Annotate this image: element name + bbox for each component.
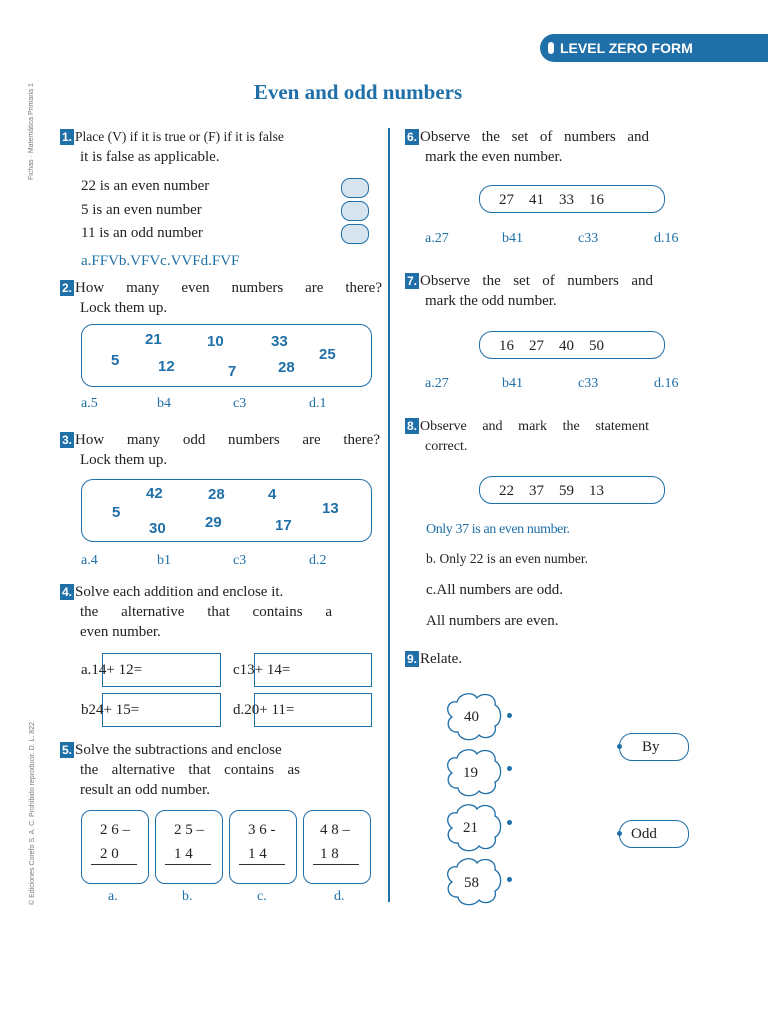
question-8 — [405, 417, 649, 457]
q6-option-b[interactable]: b41 — [502, 231, 523, 246]
subtraction-bottom: 1 4 — [248, 846, 267, 862]
badge-marker-icon — [548, 42, 554, 54]
q4-line3: even number. — [80, 624, 161, 640]
q8-line1 — [405, 417, 649, 437]
q8-text: Observe and mark the statement — [420, 419, 649, 434]
q1-line2: it is false as applicable. — [80, 149, 220, 165]
q5-line3: result an odd number. — [80, 782, 210, 798]
q2-number-item[interactable]: 28 — [278, 359, 295, 376]
q4-text: Solve each addition and enclose it. — [75, 584, 284, 600]
answer-oval-2[interactable] — [341, 201, 369, 221]
q6-number: 6. — [407, 130, 418, 144]
connector-dot[interactable] — [507, 766, 512, 771]
q1-statement-3: 11 is an odd number — [81, 225, 203, 241]
q4-number: 4. — [62, 585, 73, 599]
page-title: Even and odd numbers — [253, 80, 463, 104]
connector-dot[interactable] — [507, 877, 512, 882]
q3-line1 — [60, 430, 380, 450]
answer-oval-3[interactable] — [341, 224, 369, 244]
q5-text: Solve the subtractions and enclose — [75, 742, 282, 758]
question-1 — [60, 127, 380, 167]
q4-item-d: d.20+ 11= — [233, 702, 295, 718]
question-4 — [60, 582, 332, 642]
q1-text: Place (V) if it is true or (F) if it is false — [75, 129, 284, 144]
q7-set-values: 16 27 40 50 — [499, 338, 604, 354]
subtraction-top: 3 6 - — [248, 822, 276, 838]
side-note-top: Fichas · Matemática Primaria 1 — [28, 83, 35, 180]
q3-number-item[interactable]: 42 — [146, 485, 163, 502]
q5-option-d[interactable]: d. — [334, 889, 345, 904]
target-label-by: By — [642, 739, 660, 755]
target-label-odd: Odd — [631, 826, 657, 842]
q6-option-d[interactable]: d.16 — [654, 231, 679, 246]
subtraction-bottom: 2 0 — [100, 846, 119, 862]
q1-number: 1. — [62, 130, 73, 144]
q8-choice-b[interactable]: b. Only 22 is an even number. — [426, 551, 588, 566]
q5-option-c[interactable]: c. — [257, 889, 267, 904]
question-5 — [60, 740, 300, 800]
q3-option-a[interactable]: a.4 — [81, 553, 98, 568]
q5-option-a[interactable]: a. — [108, 889, 118, 904]
level-badge — [540, 34, 768, 62]
subtraction-line — [91, 864, 137, 865]
q3-option-b[interactable]: b1 — [157, 553, 171, 568]
q9-number: 9. — [407, 652, 418, 666]
column-divider — [388, 128, 390, 902]
q1-statement-1: 22 is an even number — [81, 178, 210, 194]
cloud-value: 58 — [464, 875, 479, 891]
q3-text: How many odd numbers are there? — [75, 432, 380, 448]
question-9 — [405, 649, 462, 669]
q3-line2: Lock them up. — [80, 452, 168, 468]
q6-line1 — [405, 127, 649, 147]
q7-text: Observe the set of numbers and — [420, 273, 653, 289]
q2-line1 — [60, 278, 382, 298]
q6-set-values: 27 41 33 16 — [499, 192, 604, 208]
q8-line2: correct. — [425, 439, 468, 454]
q7-option-a[interactable]: a.27 — [425, 376, 449, 391]
q6-option-a[interactable]: a.27 — [425, 231, 449, 246]
cloud-value: 40 — [464, 709, 479, 725]
subtraction-top: 2 6 – — [100, 822, 130, 838]
subtraction-top: 4 8 – — [320, 822, 350, 838]
answer-oval-1[interactable] — [341, 178, 369, 198]
q1-options: a.FFVb.VFVc.VVFd.FVF — [81, 253, 240, 269]
badge-label: LEVEL ZERO FORM — [560, 40, 693, 56]
q4-line1 — [60, 582, 332, 602]
q7-option-b[interactable]: b41 — [502, 376, 523, 391]
question-3 — [60, 430, 380, 470]
connector-dot[interactable] — [617, 744, 622, 749]
subtraction-line — [165, 864, 211, 865]
q7-option-c[interactable]: c33 — [578, 376, 599, 391]
q8-choice-d[interactable]: All numbers are even. — [426, 613, 559, 629]
q2-number-item[interactable]: 7 — [228, 363, 237, 380]
q2-option-b[interactable]: b4 — [157, 396, 171, 411]
cloud-value: 19 — [463, 765, 478, 781]
q9-text: Relate. — [420, 651, 463, 667]
q7-number: 7. — [407, 274, 418, 288]
q5-option-b[interactable]: b. — [182, 889, 193, 904]
subtraction-top: 2 5 – — [174, 822, 204, 838]
subtraction-line — [239, 864, 285, 865]
connector-dot[interactable] — [617, 831, 622, 836]
q5-line2: the alternative that contains as — [80, 762, 300, 778]
q3-number: 3. — [62, 433, 73, 447]
q2-number-item[interactable]: 12 — [158, 358, 175, 375]
q4-item-c: c13+ 14= — [233, 662, 291, 678]
q4-item-a: a.14+ 12= — [81, 662, 143, 678]
q3-number-item[interactable]: 28 — [208, 486, 225, 503]
q7-line2: mark the odd number. — [425, 293, 557, 309]
q5-number: 5. — [62, 743, 73, 757]
q2-number-item[interactable]: 33 — [271, 333, 288, 350]
q8-number: 8. — [407, 419, 418, 433]
q6-text: Observe the set of numbers and — [420, 129, 649, 145]
subtraction-line — [313, 864, 359, 865]
connector-dot[interactable] — [507, 713, 512, 718]
q3-number-item[interactable]: 4 — [268, 486, 277, 503]
q5-line1 — [60, 740, 300, 760]
cloud-value: 21 — [463, 820, 478, 836]
q1-line1 — [60, 127, 380, 147]
q2-option-a[interactable]: a.5 — [81, 396, 98, 411]
q4-item-b: b24+ 15= — [81, 702, 140, 718]
q2-number: 2. — [62, 281, 73, 295]
q3-option-d[interactable]: d.2 — [309, 553, 327, 568]
q2-number-item[interactable]: 25 — [319, 346, 336, 363]
q3-number-item[interactable]: 13 — [322, 500, 339, 517]
q3-number-item[interactable]: 17 — [275, 517, 292, 534]
subtraction-bottom: 1 4 — [174, 846, 193, 862]
q8-set-values: 22 37 59 13 — [499, 483, 604, 499]
q7-line1 — [405, 271, 653, 291]
q3-number-item[interactable]: 5 — [112, 504, 121, 521]
q3-option-c[interactable]: c3 — [233, 553, 247, 568]
q7-option-d[interactable]: d.16 — [654, 376, 679, 391]
q2-option-d[interactable]: d.1 — [309, 396, 327, 411]
q4-line2: the alternative that contains a — [80, 604, 332, 620]
q2-number-item[interactable]: 5 — [111, 352, 120, 369]
question-2 — [60, 278, 382, 318]
q3-number-item[interactable]: 30 — [149, 520, 166, 537]
q1-statement-2: 5 is an even number — [81, 202, 202, 218]
q6-option-c[interactable]: c33 — [578, 231, 599, 246]
connector-dot[interactable] — [507, 820, 512, 825]
question-7 — [405, 271, 653, 311]
q6-line2: mark the even number. — [425, 149, 563, 165]
q2-option-c[interactable]: c3 — [233, 396, 247, 411]
q2-line2: Lock them up. — [80, 300, 168, 316]
q2-number-item[interactable]: 21 — [145, 331, 162, 348]
q8-choice-c[interactable]: c.All numbers are odd. — [426, 582, 564, 598]
q2-number-item[interactable]: 10 — [207, 333, 224, 350]
q8-choice-a[interactable]: Only 37 is an even number. — [426, 522, 570, 537]
subtraction-bottom: 1 8 — [320, 846, 339, 862]
q2-text: How many even numbers are there? — [75, 280, 382, 296]
side-note-bottom: © Ediciones Corefo S. A. C. Prohibido reproducir. D. L. 822 — [29, 722, 36, 905]
q3-number-item[interactable]: 29 — [205, 514, 222, 531]
question-6 — [405, 127, 649, 167]
